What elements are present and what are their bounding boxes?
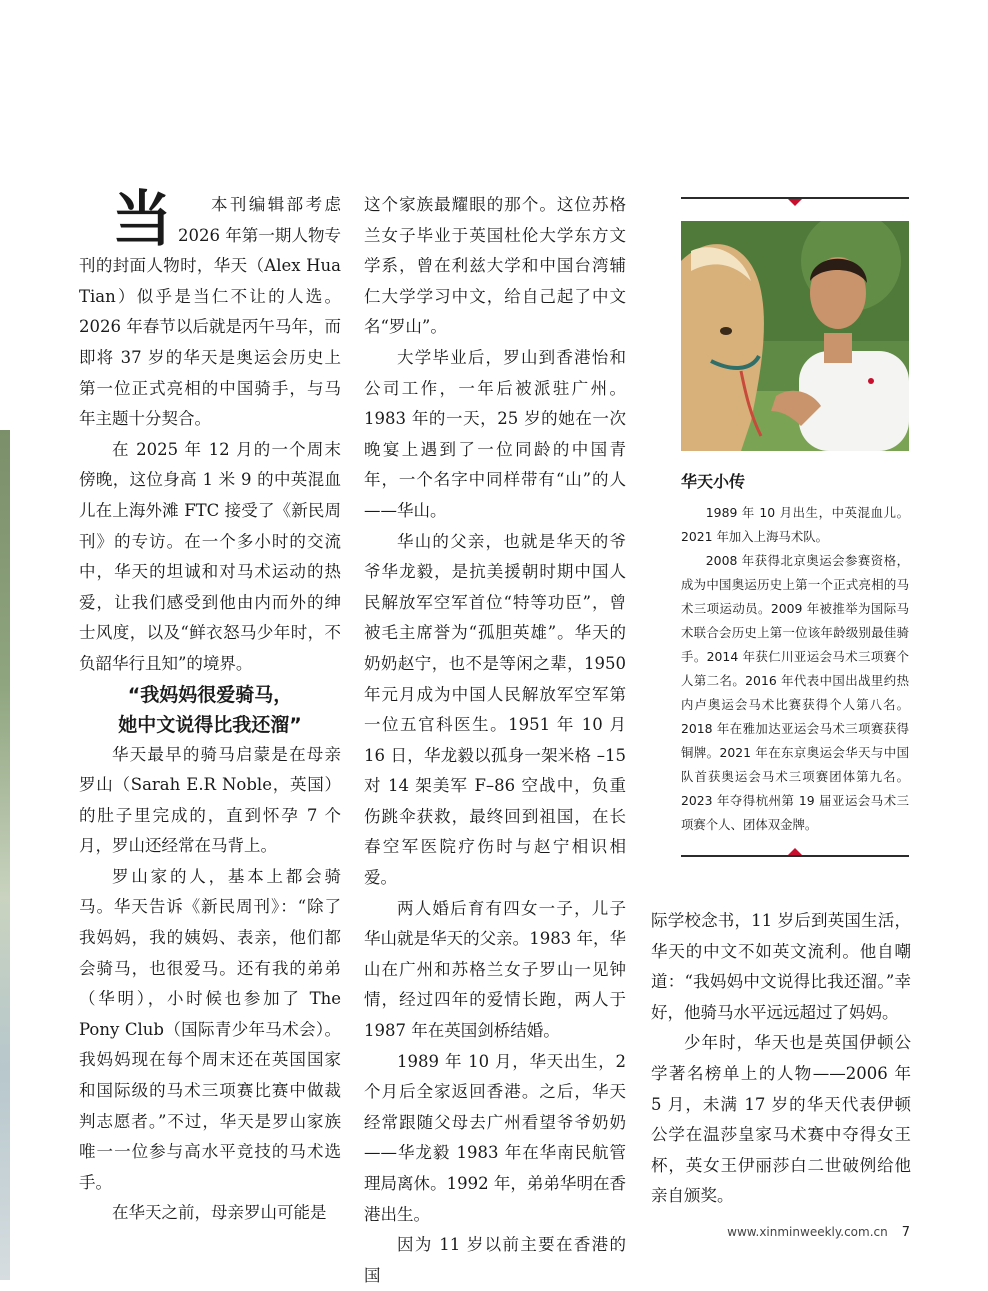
body-paragraph: 因为 11 岁以前主要在香港的国	[364, 1235, 626, 1285]
body-paragraph: 华山的父亲，也就是华天的爷爷华龙毅，是抗美援朝时期中国人民解放军空军首位“特等功臣”，曾被毛主席誉为“孤胆英雄”。华天的奶奶赵宁，也不是等闲之辈，1950 年元月成为中国人民解放军空军第一位五官科医生。1951 年 10 月 16 日，华龙毅以孤身一架米格 –15 对 14 架美军 F–86 空战中，负重伤跳伞获救，最终回到祖国，在长春空军医院疗伤时与赵宁相识相爱。	[364, 531, 626, 888]
left-edge-photo-strip	[0, 430, 10, 1280]
subheading-line-1: “我妈妈很爱骑马，	[127, 683, 293, 706]
section-subheading	[79, 680, 341, 740]
bio-paragraph: 1989 年 10 月出生，中英混血儿。2021 年加入上海马术队。	[681, 505, 909, 544]
subheading-line-2: 她中文说得比我还溜”	[118, 713, 302, 736]
bio-title: 华天小传	[681, 472, 746, 491]
website-url: www.xinminweekly.com.cn	[727, 1225, 888, 1239]
lead-text: 本刊编辑部考虑 2026 年第一期人物专刊的封面人物时，华天（Alex Hua Tian）似乎是当仁不让的人选。2026 年春节以后就是丙午马年，而即将 37 岁的华天是奥运会历史上第一位正式亮相的中国骑手，与马年主题十分契合。	[79, 195, 341, 429]
article-column-1	[79, 185, 341, 1229]
body-paragraph: 在 2025 年 12 月的一个周末傍晚，这位身高 1 米 9 的中英混血儿在上海外滩 FTC 接受了《新民周刊》的专访。在一个多小时的交流中，华天的坦诚和对马术运动的热爱，让我们感受到他由内而外的绅士风度，以及“鲜衣怒马少年时，不负韶华行且知”的境界。	[79, 439, 341, 673]
drop-cap: 当	[112, 185, 172, 255]
lead-paragraph	[79, 185, 341, 435]
red-triangle-marker	[788, 199, 802, 206]
bio-text	[681, 501, 909, 837]
article-column-3	[651, 906, 911, 1212]
page-number: 7	[901, 1225, 910, 1240]
body-paragraph: 华天最早的骑马启蒙是在母亲罗山（Sarah E.R Noble，英国）的肚子里完成的，直到怀孕 7 个月，罗山还经常在马背上。	[79, 744, 341, 856]
body-paragraph: 少年时，华天也是英国伊顿公学著名榜单上的人物——2006 年 5 月，未满 17 岁的华天代表伊顿公学在温莎皇家马术赛中夺得女王杯，英女王伊丽莎白二世破例给他亲自颁奖。	[651, 1033, 911, 1206]
bio-sidebar	[681, 197, 909, 857]
portrait-photo	[681, 221, 909, 451]
body-paragraph: 1989 年 10 月，华天出生，2 个月后全家返回香港。之后，华天经常跟随父母去广州看望爷爷奶奶——华龙毅 1983 年在华南民航管理局离休。1992 年，弟弟华明在香港出生。	[364, 1051, 626, 1224]
page-footer	[727, 1225, 910, 1240]
body-paragraph: 罗山家的人，基本上都会骑马。华天告诉《新民周刊》：“除了我妈妈，我的姨妈、表亲，他们都会骑马，也很爱马。还有我的弟弟（华明），小时候也参加了 The Pony Club（国际青少年马术会）。我妈妈现在每个周末还在英国国家和国际级的马术三项赛比赛中做裁判志愿者。”不过，华天是罗山家族唯一一位参与高水平竞技的马术选手。	[79, 866, 341, 1192]
body-paragraph: 两人婚后育有四女一子，儿子华山就是华天的父亲。1983 年，华山在广州和苏格兰女子罗山一见钟情，经过四年的爱情长跑，两人于 1987 年在英国剑桥结婚。	[364, 898, 626, 1041]
body-paragraph: 大学毕业后，罗山到香港怡和公司工作，一年后被派驻广州。1983 年的一天，25 岁的她在一次晚宴上遇到了一位同龄的中国青年，一个名字中同样带有“山”的人——华山。	[364, 347, 626, 520]
body-paragraph: 这个家族最耀眼的那个。这位苏格兰女子毕业于英国杜伦大学东方文学系，曾在利兹大学和中国台湾辅仁大学学习中文，给自己起了中文名“罗山”。	[364, 195, 626, 337]
bio-paragraph: 2008 年获得北京奥运会参赛资格，成为中国奥运历史上第一个正式亮相的马术三项运动员。2009 年被推举为国际马术联合会历史上第一位该年龄级别最佳骑手。2014 年获仁川亚运会马术三项赛个人第二名。2016 年代表中国出战里约热内卢奥运会马术比赛获得个人第八名。2018 年在雅加达亚运会马术三项赛获得铜牌。2021 年在东京奥运会华天与中国队首获奥运会马术三项赛团体第九名。2023 年夺得杭州第 19 届亚运会马术三项赛个人、团体双金牌。	[681, 553, 909, 832]
rider-with-horse-image	[681, 221, 909, 451]
body-paragraph: 际学校念书，11 岁后到英国生活，华天的中文不如英文流利。他自嘲道：“我妈妈中文说得比我还溜。”幸好，他骑马水平远远超过了妈妈。	[651, 911, 911, 1022]
body-paragraph: 在华天之前，母亲罗山可能是	[112, 1203, 327, 1223]
red-triangle-marker	[788, 848, 802, 855]
article-column-2	[364, 190, 626, 1291]
sidebar-top-rule	[681, 197, 909, 199]
sidebar-bottom-rule	[681, 855, 909, 857]
